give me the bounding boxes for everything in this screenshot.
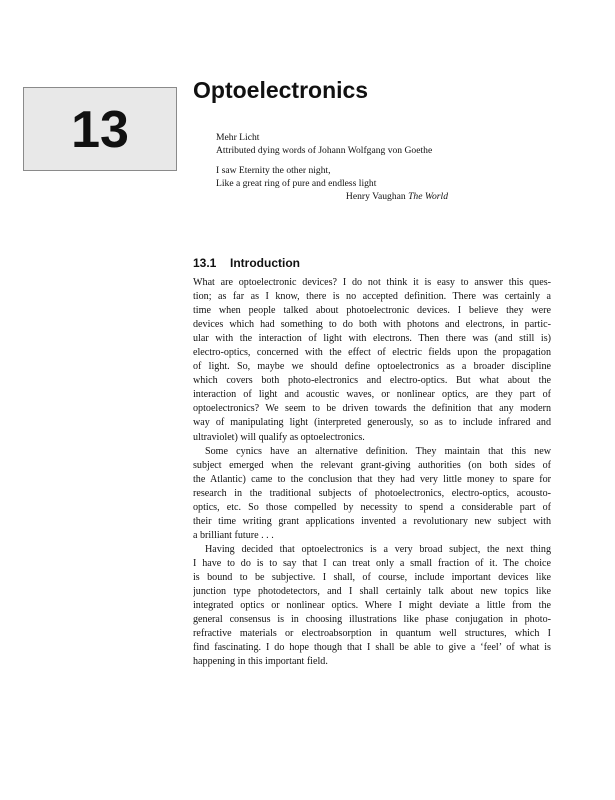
epigraph-author: Henry Vaughan (345, 191, 406, 202)
paragraph-line: ultraviolet) will qualify as optoelectronics. (193, 431, 365, 443)
section-title: Introduction (230, 256, 300, 270)
paragraph-line: integrated optics or nonlinear optics. Where I might deviate a little from the (193, 600, 551, 612)
paragraph-line: happening in this important field. (193, 656, 328, 668)
chapter-number-box (23, 87, 177, 171)
section-number: 13.1 (193, 256, 217, 270)
epigraph-poem-line: Like a great ring of pure and endless light (216, 178, 377, 189)
paragraph-line: Having decided that optoelectronics is a very broad subject, the next thing (205, 543, 551, 555)
paragraph-line: I have to do is to say that I can treat only a small fraction of it. The choice (193, 557, 551, 569)
paragraph-line: interaction of light and acoustic waves, or nonlinear optics, are they part of (193, 389, 551, 401)
paragraph-line: tion; as far as I know, there is no accepted definition. There was certainly a (193, 291, 551, 303)
paragraph-line: find fascinating. I do hope though that I shall be able to give a ‘feel’ of what is (193, 642, 551, 654)
chapter-title: Optoelectronics (193, 77, 369, 103)
paragraph-line: is bound to be subjective. I shall, of course, include important devices like (193, 571, 551, 583)
paragraph-line: optoelectronics? We seem to be driven towards the definition that any modern (193, 403, 551, 415)
paragraph-line: Some cynics have an alternative definition. They maintain that this new (205, 445, 551, 457)
section-heading (193, 255, 300, 271)
paragraph-line: subject emerged when the relevant grant-giving authorities (on both sides of (193, 459, 551, 471)
paragraph-line: way of manipulating light (interpreted generously, so as to include infrared and (193, 417, 551, 429)
paragraph-line: general consensus is in choosing illustrations like phase conjugation in photo- (193, 614, 551, 626)
paragraph-line: devices which had something to do both with photons and electrons, in partic- (193, 319, 551, 331)
paragraph-line: junction type photodetectors, and I shall certainly talk about new topics like (193, 586, 551, 598)
paragraph-line: the Atlantic) came to the conclusion that they had very little money to spare for (193, 473, 551, 485)
epigraph-poem-attribution (216, 190, 448, 203)
epigraph-work-title: The World (408, 191, 448, 202)
paragraph-line: optics, etc. So those compelled by necessity to spend a considerable part of (193, 501, 551, 513)
paragraph-line: refractive materials or electroabsorption in quantum well structures, which I (193, 628, 551, 640)
epigraph-poem-line: I saw Eternity the other night, (216, 165, 331, 176)
body-text (193, 276, 551, 669)
paragraph-line: a brilliant future . . . (193, 529, 274, 541)
paragraph-line: ular with the interaction of light with electrons. Then there was (and still is) (193, 333, 551, 345)
chapter-number: 13 (71, 101, 129, 159)
paragraph-line: which covers both photo-electronics and electro-optics. But what about the (193, 375, 551, 387)
paragraph-line: of light. So, maybe we should define optoelectronics as a broader discipline (193, 361, 551, 373)
epigraph-attribution: Attributed dying words of Johann Wolfgang von Goethe (216, 145, 433, 156)
paragraph-line: time when people talked about photoelectronic devices. I believe they were (193, 305, 551, 317)
paragraph-line: electro-optics, concerned with the effect of electric fields upon the propagation (193, 347, 551, 359)
epigraphs (216, 131, 448, 203)
epigraph-quote: Mehr Licht (216, 132, 260, 143)
paragraph-line: research in the traditional subjects of photoelectronics, electro-optics, acousto- (193, 487, 551, 499)
paragraph-line: What are optoelectronic devices? I do not think it is easy to answer this ques- (193, 277, 551, 288)
paragraph-line: their time writing grant applications invented a revolutionary new subject with (193, 515, 551, 527)
